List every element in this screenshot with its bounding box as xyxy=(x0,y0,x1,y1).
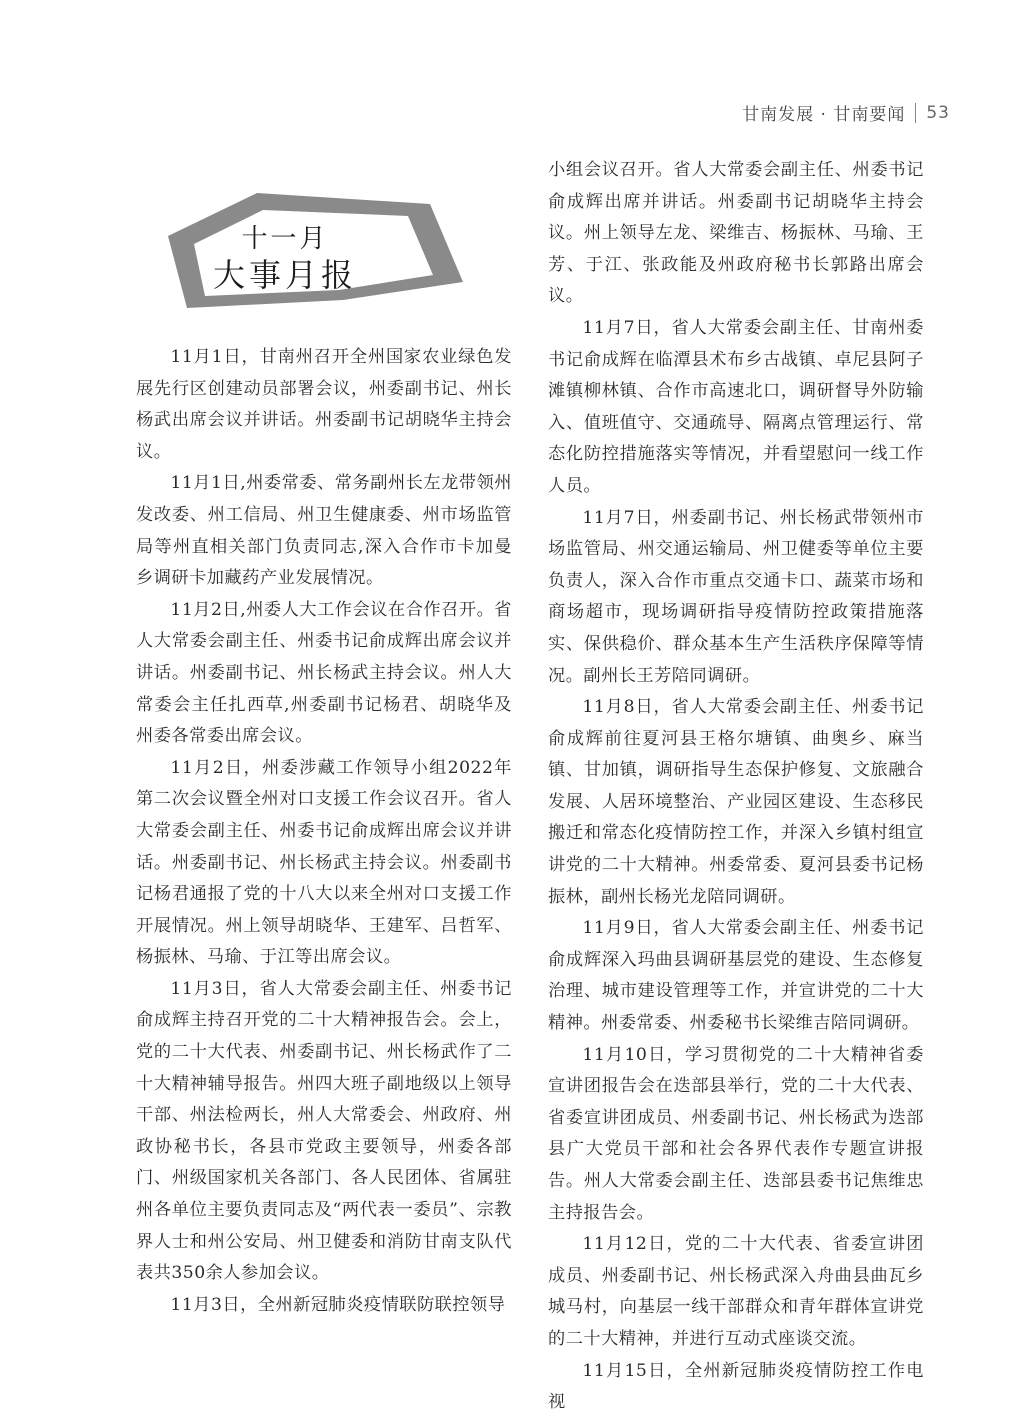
news-paragraph: 11月7日，州委副书记、州长杨武带领州市场监管局、州交通运输局、州卫健委等单位主要负责人，深入合作市重点交通卡口、蔬菜市场和商场超市，现场调研指导疫情防控政策措施落实、保供稳价、群众基本生产生活秩序保障等情况。副州长王芳陪同调研。 xyxy=(548,507,924,686)
section-banner xyxy=(165,188,470,318)
left-column xyxy=(136,342,512,1321)
section-title: 甘南发展 · 甘南要闻 xyxy=(742,105,906,125)
news-paragraph: 11月3日，省人大常委会副主任、州委书记俞成辉主持召开党的二十大精神报告会。会上，党的二十大代表、州委副书记、州长杨武作了二十大精神辅导报告。州四大班子副地级以上领导干部、州法检两长，州人大常委会、州政府、州政协秘书长，各县市党政主要领导，州委各部门、州级国家机关各部门、各人民团体、省属驻州各单位主要负责同志及“两代表一委员”、宗教界人士和州公安局、州卫健委和消防甘南支队代表共350余人参加会议。 xyxy=(136,978,512,1284)
news-paragraph: 11月2日,州委人大工作会议在合作召开。省人大常委会副主任、州委书记俞成辉出席会议并讲话。州委副书记、州长杨武主持会议。州人大常委会主任扎西草,州委副书记杨君、胡晓华及州委各常委出席会议。 xyxy=(136,599,512,747)
news-paragraph: 11月7日，省人大常委会副主任、甘南州委书记俞成辉在临潭县术布乡古战镇、卓尼县阿子滩镇柳林镇、合作市高速北口，调研督导外防输入、值班值守、交通疏导、隔离点管理运行、常态化防控措施落实等情况，并看望慰问一线工作人员。 xyxy=(548,317,924,496)
news-paragraph: 11月10日，学习贯彻党的二十大精神省委宣讲团报告会在迭部县举行，党的二十大代表、省委宣讲团成员、州委副书记、州长杨武为迭部县广大党员干部和社会各界代表作专题宣讲报告。州人大常委会副主任、迭部县委书记焦维忠主持报告会。 xyxy=(548,1044,924,1223)
page-number: 53 xyxy=(926,102,950,123)
running-header xyxy=(742,100,950,125)
news-paragraph: 11月12日，党的二十大代表、省委宣讲团成员、州委副书记、州长杨武深入舟曲县曲瓦乡城马村，向基层一线干部群众和青年群体宣讲党的二十大精神，并进行互动式座谈交流。 xyxy=(548,1234,924,1349)
news-paragraph: 11月1日，甘南州召开全州国家农业绿色发展先行区创建动员部署会议，州委副书记、州长杨武出席会议并讲话。州委副书记胡晓华主持会议。 xyxy=(136,347,512,462)
news-paragraph: 11月3日，全州新冠肺炎疫情联防联控领导 xyxy=(170,1294,506,1315)
right-column xyxy=(548,155,924,1419)
news-paragraph: 11月8日，省人大常委会副主任、州委书记俞成辉前往夏河县王格尔塘镇、曲奥乡、麻当镇、甘加镇，调研指导生态保护修复、文旅融合发展、人居环境整治、产业园区建设、生态移民搬迁和常态化疫情防控工作，并深入乡镇村组宣讲党的二十大精神。州委常委、夏河县委书记杨振林，副州长杨光龙陪同调研。 xyxy=(548,697,924,907)
banner-title: 大事月报 xyxy=(212,256,357,294)
header-divider xyxy=(915,103,916,123)
news-paragraph: 11月15日，全州新冠肺炎疫情防控工作电视 xyxy=(548,1360,924,1413)
news-paragraph: 11月2日，州委涉藏工作领导小组2022年第二次会议暨全州对口支援工作会议召开。省人大常委会副主任、州委书记俞成辉出席会议并讲话。州委副书记、州长杨武主持会议。州委副书记杨君通报了党的十八大以来全州对口支援工作开展情况。州上领导胡晓华、王建军、吕哲军、杨振林、马瑜、于江等出席会议。 xyxy=(136,757,512,968)
banner-month: 十一月 xyxy=(241,224,329,254)
continued-paragraph: 小组会议召开。省人大常委会副主任、州委书记俞成辉出席并讲话。州委副书记胡晓华主持会议。州上领导左龙、梁维吉、杨振林、马瑜、王芳、于江、张政能及州政府秘书长郭路出席会议。 xyxy=(548,160,924,307)
news-paragraph: 11月1日,州委常委、常务副州长左龙带领州发改委、州工信局、州卫生健康委、州市场监管局等州直相关部门负责同志,深入合作市卡加曼乡调研卡加藏药产业发展情况。 xyxy=(136,473,512,589)
news-paragraph: 11月9日，省人大常委会副主任、州委书记俞成辉深入玛曲县调研基层党的建设、生态修复治理、城市建设管理等工作，并宣讲党的二十大精神。州委常委、州委秘书长梁维吉陪同调研。 xyxy=(548,918,924,1034)
